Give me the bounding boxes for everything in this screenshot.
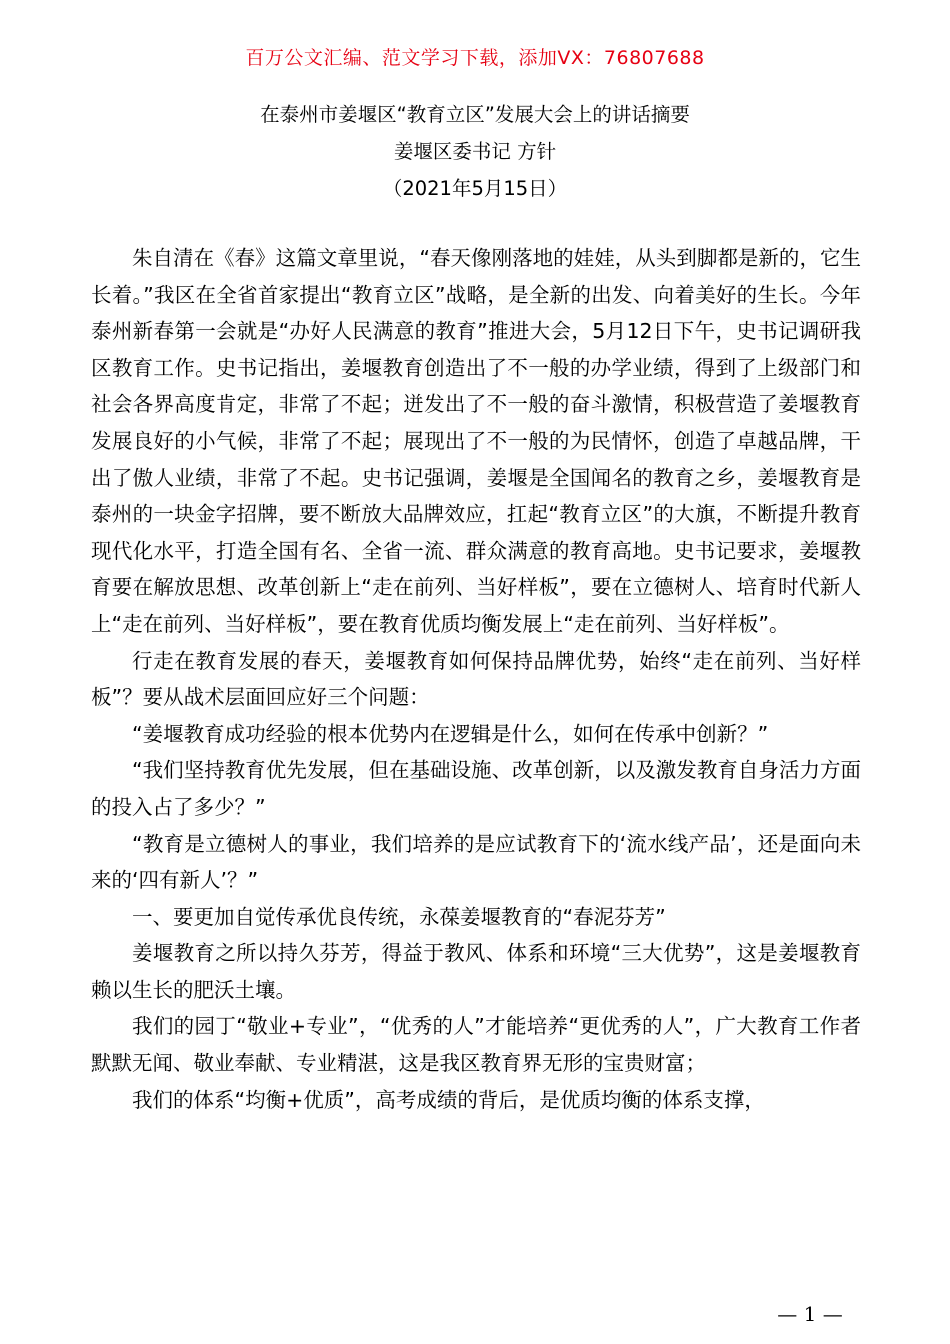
document-body [91,240,861,1118]
paragraph: “姜堰教育成功经验的根本优势内在逻辑是什么，如何在传承中创新？” [132,721,769,746]
promo-banner [0,44,950,72]
document-author: 姜堰区委书记 方针 [393,140,557,163]
paragraph: “教育是立德树人的事业，我们培养的是应试教育下的‘流水线产品’，还是面向未来的‘四有新人’？” [91,831,861,893]
paragraph: 我们的园丁“敬业+专业”，“优秀的人”才能培养“更优秀的人”，广大教育工作者默默无闻、敬业奉献、专业精湛，这是我区教育界无形的宝贵财富； [91,1014,861,1076]
promo-banner-text: 百万公文汇编、范文学习下载，添加VX：76807688 [245,47,705,69]
page-number: — 1 — [777,1302,843,1326]
paragraph: 朱自清在《春》这篇文章里说，“春天像刚落地的娃娃，从头到脚都是新的，它生长着。”我区在全省首家提出“教育立区”战略，是全新的出发、向着美好的生长。今年泰州新春第一会就是“办好人民满意的教育”推进大会，5月12日下午，史书记调研我区教育工作。史书记指出，姜堰教育创造出了不一般的办学业绩，得到了上级部门和社会各界高度肯定，非常了不起；迸发出了不一般的奋斗激情，积极营造了姜堰教育发展良好的小气候，非常了不起；展现出了不一般的为民情怀，创造了卓越品牌，干出了傲人业绩，非常了不起。史书记强调，姜堰是全国闻名的教育之乡，姜堰教育是泰州的一块金字招牌，要不断放大品牌效应，扛起“教育立区”的大旗，不断提升教育现代化水平，打造全国有名、全省一流、群众满意的教育高地。史书记要求，姜堰教育要在解放思想、改革创新上“走在前列、当好样板”，要在立德树人、培育时代新人上“走在前列、当好样板”，要在教育优质均衡发展上“走在前列、当好样板”。 [91,246,861,636]
paragraph: “我们坚持教育优先发展，但在基础设施、改革创新，以及激发教育自身活力方面的投入占了多少？” [91,758,861,819]
document-date: （2021年5月15日） [382,177,568,200]
paragraph: 行走在教育发展的春天，姜堰教育如何保持品牌优势，始终“走在前列、当好样板”？要从战术层面回应好三个问题： [91,648,861,710]
document-title: 在泰州市姜堰区“教育立区”发展大会上的讲话摘要 [260,103,690,126]
document-header [0,96,950,207]
section-heading: 一、要更加自觉传承优良传统，永葆姜堰教育的“春泥芬芳” [132,904,666,929]
paragraph: 姜堰教育之所以持久芬芳，得益于教风、体系和环境“三大优势”，这是姜堰教育赖以生长的肥沃土壤。 [91,941,861,1002]
paragraph: 我们的体系“均衡+优质”，高考成绩的背后，是优质均衡的体系支撑， [132,1087,765,1112]
